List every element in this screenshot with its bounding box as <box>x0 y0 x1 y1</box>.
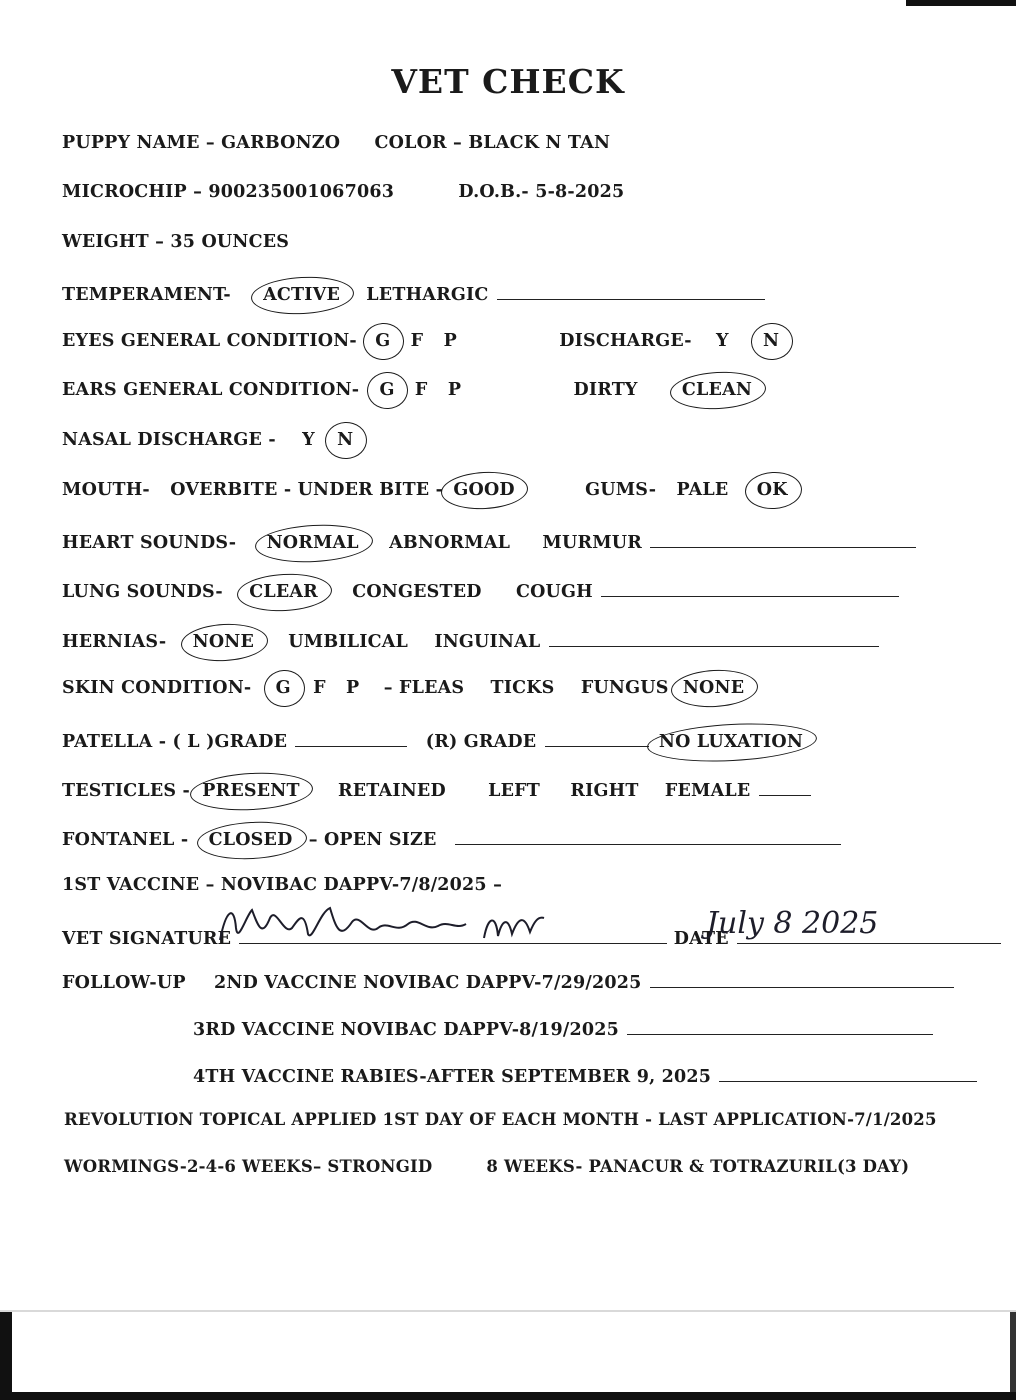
date-label: DATE <box>673 929 729 949</box>
testicles-present-option: PRESENT <box>202 781 300 801</box>
scan-edge-right <box>1010 1312 1016 1400</box>
heart-blank <box>650 529 916 548</box>
testicles-left-option: LEFT <box>488 781 541 801</box>
weight-row <box>62 232 289 252</box>
wormings-right: 8 WEEKS- PANACUR & TOTRAZURIL(3 DAY) <box>486 1157 910 1176</box>
wormings-row <box>64 1157 909 1176</box>
lung-label: LUNG SOUNDS- <box>62 582 223 602</box>
followup-label: FOLLOW-UP <box>62 973 186 993</box>
patella-right-label: (R) GRADE <box>425 732 537 752</box>
fontanel-label: FONTANEL - <box>62 830 189 850</box>
fontanel-blank <box>455 826 841 845</box>
testicles-label: TESTICLES - <box>62 781 190 801</box>
testicles-retained-option: RETAINED <box>338 781 446 801</box>
scan-edge-top <box>906 0 1016 6</box>
scan-edge-bottom <box>0 1392 1016 1400</box>
lung-congested-option: CONGESTED <box>352 582 482 602</box>
heart-murmur-option: MURMUR <box>542 533 642 553</box>
temperament-blank <box>497 281 765 300</box>
eyes-g-option: G <box>375 331 391 351</box>
color-value: BLACK N TAN <box>468 133 611 153</box>
skin-none-option: NONE <box>682 678 745 698</box>
ears-f-option: F <box>414 380 428 400</box>
hernias-umbilical-option: UMBILICAL <box>288 632 409 652</box>
ears-clean-option: CLEAN <box>681 380 753 400</box>
testicles-female-option: FEMALE <box>664 781 751 801</box>
eyes-discharge-n: N <box>762 331 780 351</box>
patella-right-blank <box>545 728 649 747</box>
eyes-f-option: F <box>410 331 424 351</box>
hernias-label: HERNIAS- <box>62 632 167 652</box>
followup-fourth-vaccine: 4TH VACCINE RABIES-AFTER SEPTEMBER 9, 2025 <box>193 1067 712 1087</box>
followup-second-blank <box>650 969 954 988</box>
eyes-label: EYES GENERAL CONDITION- <box>62 331 357 351</box>
heart-abnormal-option: ABNORMAL <box>389 533 511 553</box>
skin-row <box>62 678 744 698</box>
heart-row <box>62 529 916 553</box>
puppy-name-row <box>62 133 610 153</box>
lung-row <box>62 578 899 602</box>
hernias-none-option: NONE <box>192 632 254 652</box>
skin-ticks-option: TICKS <box>490 678 555 698</box>
mouth-row <box>62 480 788 500</box>
temperament-lethargic-option: LETHARGIC <box>366 285 489 305</box>
eyes-row <box>62 331 779 351</box>
puppy-name-label: PUPPY NAME – <box>62 133 215 153</box>
lung-blank <box>601 578 899 597</box>
revolution-row: REVOLUTION TOPICAL APPLIED 1ST DAY OF EACH MONTH - LAST APPLICATION-7/1/2025 <box>64 1110 937 1129</box>
gums-label: GUMS- <box>585 480 657 500</box>
fontanel-open-size-option: – OPEN SIZE <box>308 830 437 850</box>
followup-third-vaccine: 3RD VACCINE NOVIBAC DAPPV-8/19/2025 <box>193 1020 620 1040</box>
nasal-row <box>62 430 353 450</box>
ears-label: EARS GENERAL CONDITION- <box>62 380 360 400</box>
ears-dirty-option: DIRTY <box>573 380 638 400</box>
skin-f-option: F <box>313 678 326 698</box>
followup-row-2 <box>193 1016 933 1040</box>
date-handwritten-value: July 8 2025 <box>706 906 879 941</box>
skin-p-option: P <box>346 678 360 698</box>
mouth-bite-options: OVERBITE - UNDER BITE - <box>170 480 444 500</box>
gums-ok-option: OK <box>756 480 788 500</box>
testicles-row <box>62 777 811 801</box>
scan-edge-left <box>0 1312 12 1400</box>
nasal-label: NASAL DISCHARGE - <box>62 430 276 450</box>
skin-fleas-option: – FLEAS <box>383 678 465 698</box>
color-label: COLOR – <box>374 133 463 153</box>
mouth-good-option: GOOD <box>453 480 515 500</box>
eyes-discharge-label: DISCHARGE- <box>559 331 692 351</box>
vaccine1-row: 1ST VACCINE – NOVIBAC DAPPV-7/8/2025 – <box>62 875 503 895</box>
fontanel-row <box>62 826 841 850</box>
wormings-left: WORMINGS-2-4-6 WEEKS– STRONGID <box>64 1157 433 1176</box>
weight-label: WEIGHT – <box>62 232 165 252</box>
skin-label: SKIN CONDITION- <box>62 678 252 698</box>
dob-value: 5-8-2025 <box>535 182 625 202</box>
vet-signature-label: VET SIGNATURE <box>62 929 232 949</box>
nasal-n-option: N <box>337 430 354 450</box>
microchip-value: 900235001067063 <box>208 182 395 202</box>
puppy-name-value: GARBONZO <box>221 133 341 153</box>
skin-fungus-option: FUNGUS <box>580 678 669 698</box>
gums-pale-option: PALE <box>676 480 729 500</box>
scan-page-edge <box>0 1310 1016 1312</box>
microchip-label: MICROCHIP – <box>62 182 203 202</box>
testicles-right-option: RIGHT <box>570 781 639 801</box>
patella-no-luxation-option: NO LUXATION <box>658 732 804 752</box>
followup-fourth-blank <box>719 1063 977 1082</box>
temperament-active-option: ACTIVE <box>263 285 340 305</box>
weight-value: 35 OUNCES <box>170 232 290 252</box>
followup-third-blank <box>627 1016 933 1035</box>
followup-row-1 <box>62 969 954 993</box>
eyes-discharge-y: Y <box>715 331 729 351</box>
mouth-label: MOUTH- <box>62 480 150 500</box>
patella-left-blank <box>295 728 407 747</box>
patella-left-label: PATELLA - ( L )GRADE <box>62 732 288 752</box>
patella-row <box>62 728 803 752</box>
followup-second-vaccine: 2ND VACCINE NOVIBAC DAPPV-7/29/2025 <box>214 973 642 993</box>
eyes-p-option: P <box>443 331 457 351</box>
hernias-row <box>62 628 879 652</box>
ears-p-option: P <box>447 380 462 400</box>
microchip-row <box>62 182 624 202</box>
fontanel-closed-option: CLOSED <box>208 830 293 850</box>
followup-row-3 <box>193 1063 977 1087</box>
testicles-female-blank <box>759 777 811 796</box>
nasal-y-option: Y <box>302 430 315 450</box>
heart-label: HEART SOUNDS- <box>62 533 237 553</box>
lung-clear-option: CLEAR <box>249 582 318 602</box>
temperament-row <box>62 281 765 305</box>
hernias-inguinal-option: INGUINAL <box>434 632 541 652</box>
page-title: VET CHECK <box>391 62 625 101</box>
dob-label: D.O.B.- <box>458 182 529 202</box>
skin-g-option: G <box>275 678 291 698</box>
ears-row <box>62 380 752 400</box>
vet-signature-scribble <box>212 898 552 948</box>
ears-g-option: G <box>379 380 395 400</box>
temperament-label: TEMPERAMENT- <box>62 285 231 305</box>
heart-normal-option: NORMAL <box>266 533 359 553</box>
hernias-blank <box>549 628 879 647</box>
lung-cough-option: COUGH <box>515 582 593 602</box>
